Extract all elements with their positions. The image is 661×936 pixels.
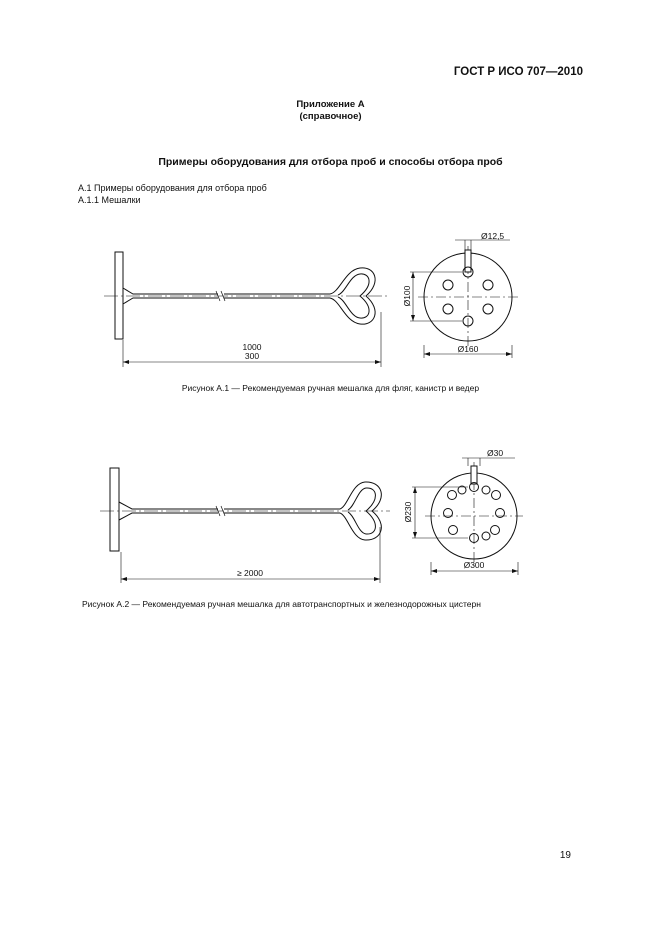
dimension-hole-a2: Ø30 — [487, 448, 504, 458]
dimension-spacing-a1: Ø100 — [402, 285, 412, 307]
dimension-hole-a1: Ø12,5 — [481, 231, 505, 241]
stirrer-plate-a2 — [110, 468, 119, 551]
appendix-title: Приложение А — [296, 99, 365, 110]
dimension-length-1000: 1000 — [242, 342, 262, 352]
subsection-a1: А.1 Примеры оборудования для отбора проб — [78, 183, 267, 193]
dimension-length-2000: ≥ 2000 — [237, 568, 263, 578]
document-code: ГОСТ Р ИСО 707—2010 — [453, 66, 583, 78]
dimension-disc-a2: Ø300 — [463, 560, 485, 570]
figure-a2-caption: Рисунок А.2 — Рекомендуемая ручная мешалка для автотранспортных и железнодорожных цистерн — [82, 599, 481, 609]
figure-a1-caption: Рисунок А.1 — Рекомендуемая ручная мешалка для фляг, канистр и ведер — [181, 383, 480, 393]
dimension-disc-a1: Ø160 — [457, 344, 479, 354]
dimension-length-300: 300 — [244, 351, 260, 361]
appendix-subtitle: (справочное) — [299, 111, 362, 122]
page-number: 19 — [559, 850, 571, 861]
subsection-a1-1: А.1.1 Мешалки — [78, 195, 141, 205]
disc-a2-rod — [471, 466, 477, 484]
section-title: Примеры оборудования для отбора проб и способы отбора проб — [158, 156, 503, 168]
dimension-spacing-a2: Ø230 — [403, 501, 413, 523]
